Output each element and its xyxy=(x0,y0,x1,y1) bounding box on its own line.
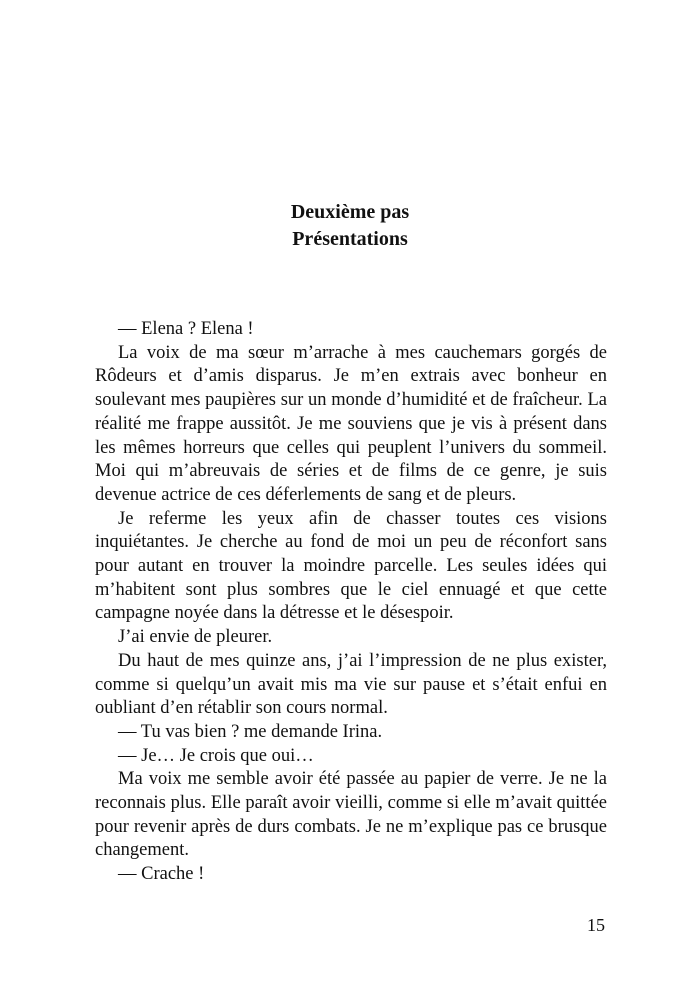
paragraph: — Crache ! xyxy=(118,864,205,885)
chapter-heading xyxy=(0,199,700,253)
page-number: 15 xyxy=(587,915,605,935)
chapter-subtitle: Présentations xyxy=(292,228,408,250)
body-text xyxy=(95,318,607,887)
paragraph: La voix de ma sœur m’arrache à mes cauchemars gorgés de Rôdeurs et d’amis disparus. Je m’en extrais avec bonheur en soulevant mes paupières sur un monde d’humidité et de fraîcheur. La réalité me frappe aussitôt. Je me souviens que je vis à présent dans les mêmes horreurs que celles qui peuplent l’univers du sommeil. Moi qui m’abreuvais de séries et de films de ce genre, je suis devenue actrice de ces déferlements de sang et de pleurs. xyxy=(95,342,607,505)
paragraph: — Je… Je crois que oui… xyxy=(118,745,314,766)
chapter-number-title: Deuxième pas xyxy=(290,201,410,223)
paragraph: J’ai envie de pleurer. xyxy=(118,627,273,648)
paragraph: Du haut de mes quinze ans, j’ai l’impression de ne plus exister, comme si quelqu’un avait mis ma vie sur pause et s’était enfui en oubliant d’en rétablir son cours normal. xyxy=(95,650,607,719)
paragraph: Ma voix me semble avoir été passée au papier de verre. Je ne la reconnais plus. Elle paraît avoir vieilli, comme si elle m’avait quittée pour revenir après de durs combats. Je ne m’explique pas ce brusque changement. xyxy=(95,769,607,861)
paragraph: — Elena ? Elena ! xyxy=(118,319,254,339)
paragraph: — Tu vas bien ? me demande Irina. xyxy=(118,721,383,742)
paragraph: Je referme les yeux afin de chasser toutes ces visions inquiétantes. Je cherche au fond de moi un peu de réconfort sans pour autant en trouver la moindre parcelle. Les seules idées qui m’habitent sont plus sombres que le ciel ennuagé et que cette campagne noyée dans la détresse et le désespoir. xyxy=(95,508,607,624)
